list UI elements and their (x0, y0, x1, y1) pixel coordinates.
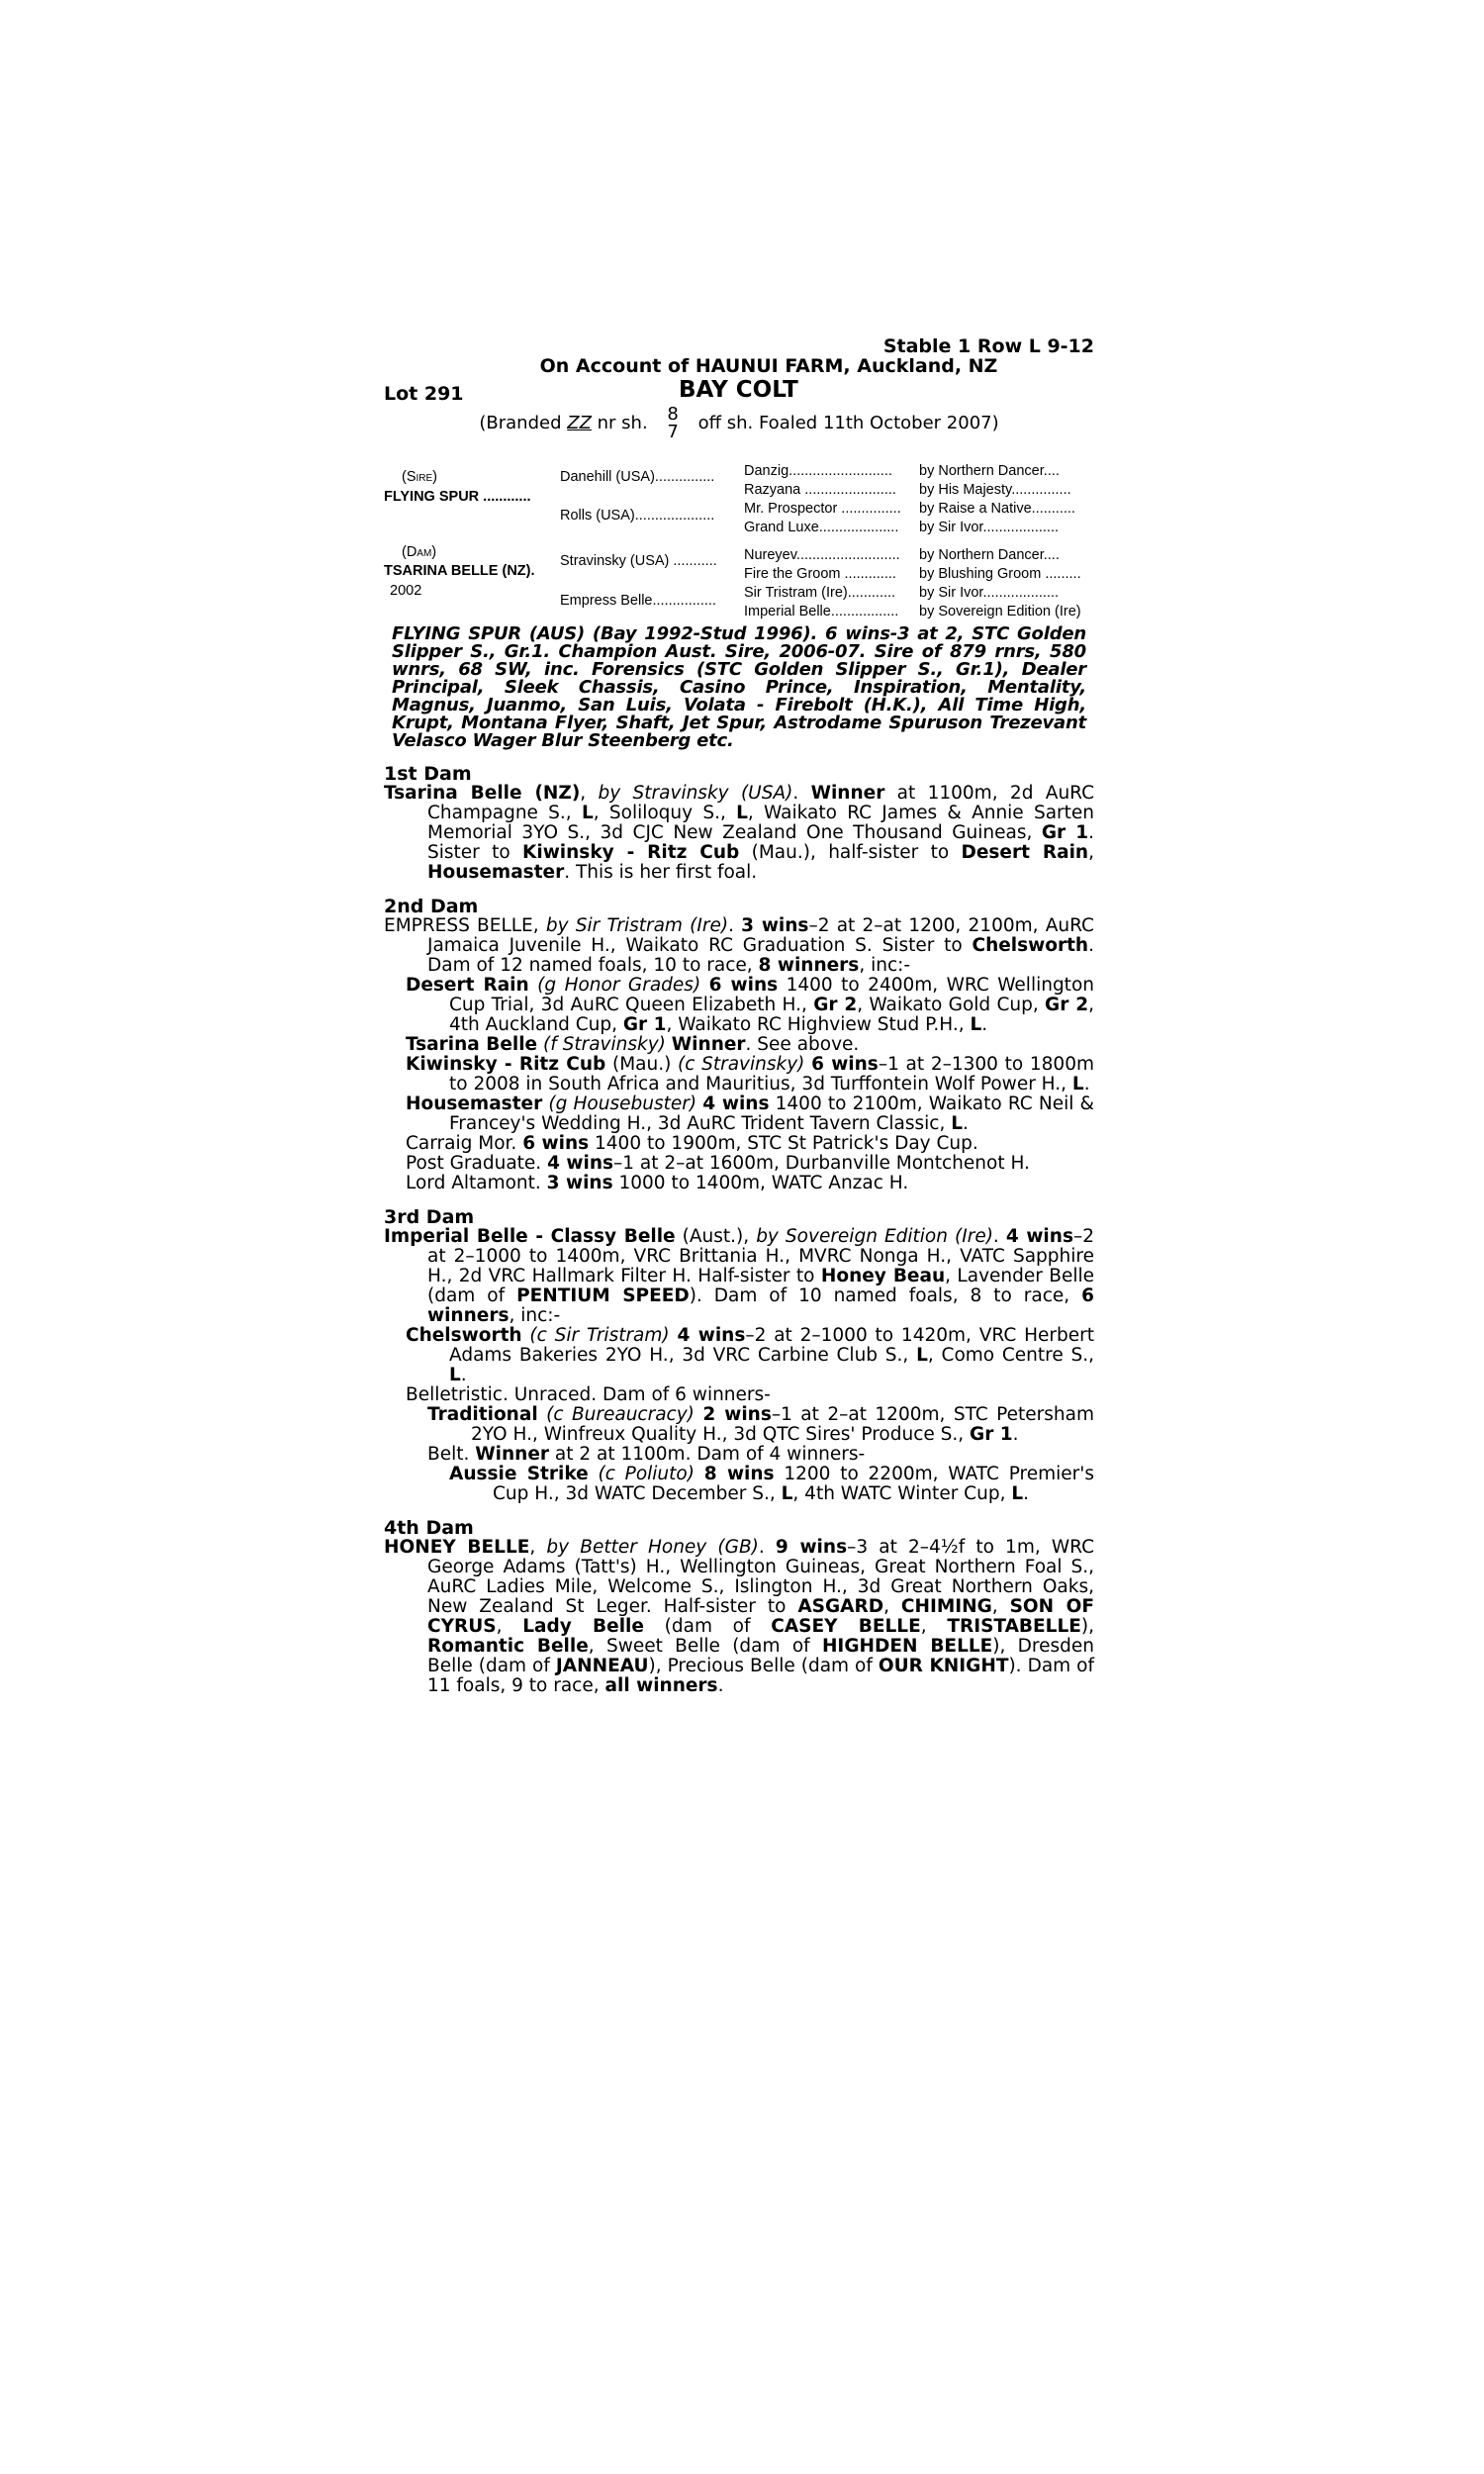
catalogue-page (384, 336, 1094, 1696)
dam-dam: Empress Belle................ (560, 593, 716, 609)
progeny-aussie-strike: Aussie Strike (c Poliuto) 8 wins 1200 to 2200m, WATC Premier's Cup H., 3d WATC December S., L, 4th WATC Winter Cup, L. (449, 1464, 1094, 1504)
ped-gg-7: Sir Tristram (Ire)............ (744, 585, 896, 601)
brand-fraction (667, 406, 678, 441)
progeny-chelsworth: Chelsworth (c Sir Tristram) 4 wins–2 at 2–1000 to 1420m, VRC Herbert Adams Bakeries 2YO H., 3d VRC Carbine Club S., L, Como Centre S., L. (406, 1325, 1094, 1385)
ped-ggg-3: by Raise a Native........... (919, 501, 1075, 517)
dam-role: (Dam) (402, 544, 437, 560)
ped-ggg-1: by Northern Dancer.... (919, 463, 1060, 479)
ped-gg-8: Imperial Belle................. (744, 604, 899, 619)
sire-sire: Danehill (USA)............... (560, 469, 715, 485)
ped-ggg-8: by Sovereign Edition (Ire) (919, 604, 1081, 619)
dam-sire: Stravinsky (USA) ........... (560, 553, 717, 569)
ped-gg-1: Danzig.......................... (744, 463, 892, 479)
ped-gg-2: Razyana ....................... (744, 482, 896, 498)
ped-ggg-2: by His Majesty............... (919, 482, 1071, 498)
dam-name: TSARINA BELLE (NZ). (384, 563, 535, 579)
brand-bottom: 7 (667, 422, 679, 442)
sire-role: (Sire) (402, 469, 437, 485)
ped-ggg-5: by Northern Dancer.... (919, 547, 1060, 563)
ped-gg-3: Mr. Prospector ............... (744, 501, 901, 517)
fourth-dam-text: HONEY BELLE, by Better Honey (GB). 9 wins–3 at 2–4½f to 1m, WRC George Adams (Tatt's) H., Wellington Guineas, Great Northern Foal S., AuRC Ladies Mile, Welcome S., Islington H., 3d Great Northern Oaks, New Zealand St Leger. Half-sister to ASGARD, CHIMING, SON OF CYRUS, Lady Belle (dam of CASEY BELLE, TRISTABELLE), Romantic Belle, Sweet Belle (dam of HIGHDEN BELLE), Dresden Belle (dam of JANNEAU), Precious Belle (dam of OUR KNIGHT). Dam of 11 foals, 9 to race, all winners. (384, 1537, 1095, 1696)
brand-near-side: nr sh. (597, 413, 648, 433)
ped-ggg-6: by Blushing Groom ......... (919, 566, 1081, 582)
ped-gg-5: Nureyev.......................... (744, 547, 900, 563)
third-dam-heading: 3rd Dam (384, 1206, 475, 1228)
ped-gg-6: Fire the Groom ............. (744, 566, 896, 582)
brand-prefix: (Branded (479, 413, 562, 433)
lot-line (384, 377, 1094, 405)
progeny-traditional: Traditional (c Bureaucracy) 2 wins–1 at 2–at 1200m, STC Petersham 2YO H., Winfreux Quality H., 3d QTC Sires' Produce S., Gr 1. (427, 1404, 1094, 1445)
third-dam-text: Imperial Belle - Classy Belle (Aust.), by Sovereign Edition (Ire). 4 wins–2 at 2–1000 to 1400m, VRC Brittania H., MVRC Nonga H., VATC Sapphire H., 2d VRC Hallmark Filter H. Half-sister to Honey Beau, Lavender Belle (dam of PENTIUM SPEED). Dam of 10 named foals, 8 to race, 6 winners, inc:- (384, 1226, 1094, 1326)
brand-suffix: off sh. Foaled 11th October 2007) (697, 413, 999, 433)
stable-location: Stable 1 Row L 9-12 (882, 335, 1094, 357)
second-dam-text: EMPRESS BELLE, by Sir Tristram (Ire). 3 wins–2 at 2–at 1200, 2100m, AuRC Jamaica Juvenile H., Waikato RC Graduation S. Sister to Chelsworth. Dam of 12 named foals, 10 to race, 8 winners, inc:- (384, 915, 1094, 976)
pedigree-table (384, 455, 1094, 619)
ped-gg-4: Grand Luxe.................... (744, 520, 899, 535)
first-dam-text: Tsarina Belle (NZ), by Stravinsky (USA). Winner at 1100m, 2d AuRC Champagne S., L, Soliloquy S., L, Waikato RC James & Annie Sarten Memorial 3YO S., 3d CJC New Zealand One Thousand Guineas, Gr 1. Sister to Kiwinsky - Ritz Cub (Mau.), half-sister to Desert Rain, Housemaster. This is her first foal. (384, 783, 1095, 883)
progeny-belletristic: Belletristic. Unraced. Dam of 6 winners- (406, 1384, 771, 1405)
progeny-desert-rain: Desert Rain (g Honor Grades) 6 wins 1400 to 2400m, WRC Wellington Cup Trial, 3d AuRC Queen Elizabeth H., Gr 2, Waikato Gold Cup, Gr 2, 4th Auckland Cup, Gr 1, Waikato RC Highview Stud P.H., L. (406, 975, 1094, 1035)
vendor-account: On Account of HAUNUI FARM, Auckland, NZ (539, 355, 998, 377)
second-dam-heading: 2nd Dam (384, 896, 479, 917)
lot-number: Lot 291 (384, 383, 464, 405)
progeny-tsarina-belle: Tsarina Belle (f Stravinsky) Winner. See above. (406, 1034, 860, 1055)
horse-description: BAY COLT (679, 377, 798, 403)
sire-summary: FLYING SPUR (AUS) (Bay 1992-Stud 1996). 6 wins-3 at 2, STC Golden Slipper S., Gr.1. Champion Aust. Sire, 2006-07. Sire of 879 rnrs, 580 wnrs, 68 SW, inc. Forensics (STC Golden Slipper S., Gr.1), Dealer Principal, Sleek Chassis, Casino Prince, Inspiration, Mentality, Magnus, Juanmo, San Luis, Volata - Firebolt (H.K.), All Time High, Krupt, Montana Flyer, Shaft, Jet Spur, Astrodame Spuruson Trezevant Velasco Wager Blur Steenberg etc. (392, 623, 1086, 751)
brand-mark: ZZ (567, 413, 592, 433)
progeny-kiwinsky: Kiwinsky - Ritz Cub (Mau.) (c Stravinsky) 6 wins–1 at 2–1300 to 1800m to 2008 in South Africa and Mauritius, 3d Turffontein Wolf Power H., L. (406, 1054, 1094, 1094)
ped-ggg-4: by Sir Ivor................... (919, 520, 1060, 535)
progeny-carraig-mor: Carraig Mor. 6 wins 1400 to 1900m, STC St Patrick's Day Cup. (406, 1133, 978, 1154)
brand-top: 8 (667, 404, 679, 425)
brand-line (384, 406, 1094, 445)
fourth-dam-heading: 4th Dam (384, 1517, 474, 1539)
progeny-lord-altamont: Lord Altamont. 3 wins 1000 to 1400m, WATC Anzac H. (406, 1173, 909, 1193)
progeny-housemaster: Housemaster (g Housebuster) 4 wins 1400 to 2100m, Waikato RC Neil & Francey's Wedding H., 3d AuRC Trident Tavern Classic, L. (406, 1094, 1094, 1134)
first-dam-heading: 1st Dam (384, 763, 472, 785)
dam-year: 2002 (390, 583, 422, 599)
progeny-belt: Belt. Winner at 2 at 1100m. Dam of 4 winners- (427, 1444, 866, 1465)
sire-name: FLYING SPUR ............ (384, 489, 531, 505)
ped-ggg-7: by Sir Ivor................... (919, 585, 1060, 601)
sire-dam: Rolls (USA).................... (560, 508, 715, 523)
progeny-post-graduate: Post Graduate. 4 wins–1 at 2–at 1600m, Durbanville Montchenot H. (406, 1153, 1030, 1174)
